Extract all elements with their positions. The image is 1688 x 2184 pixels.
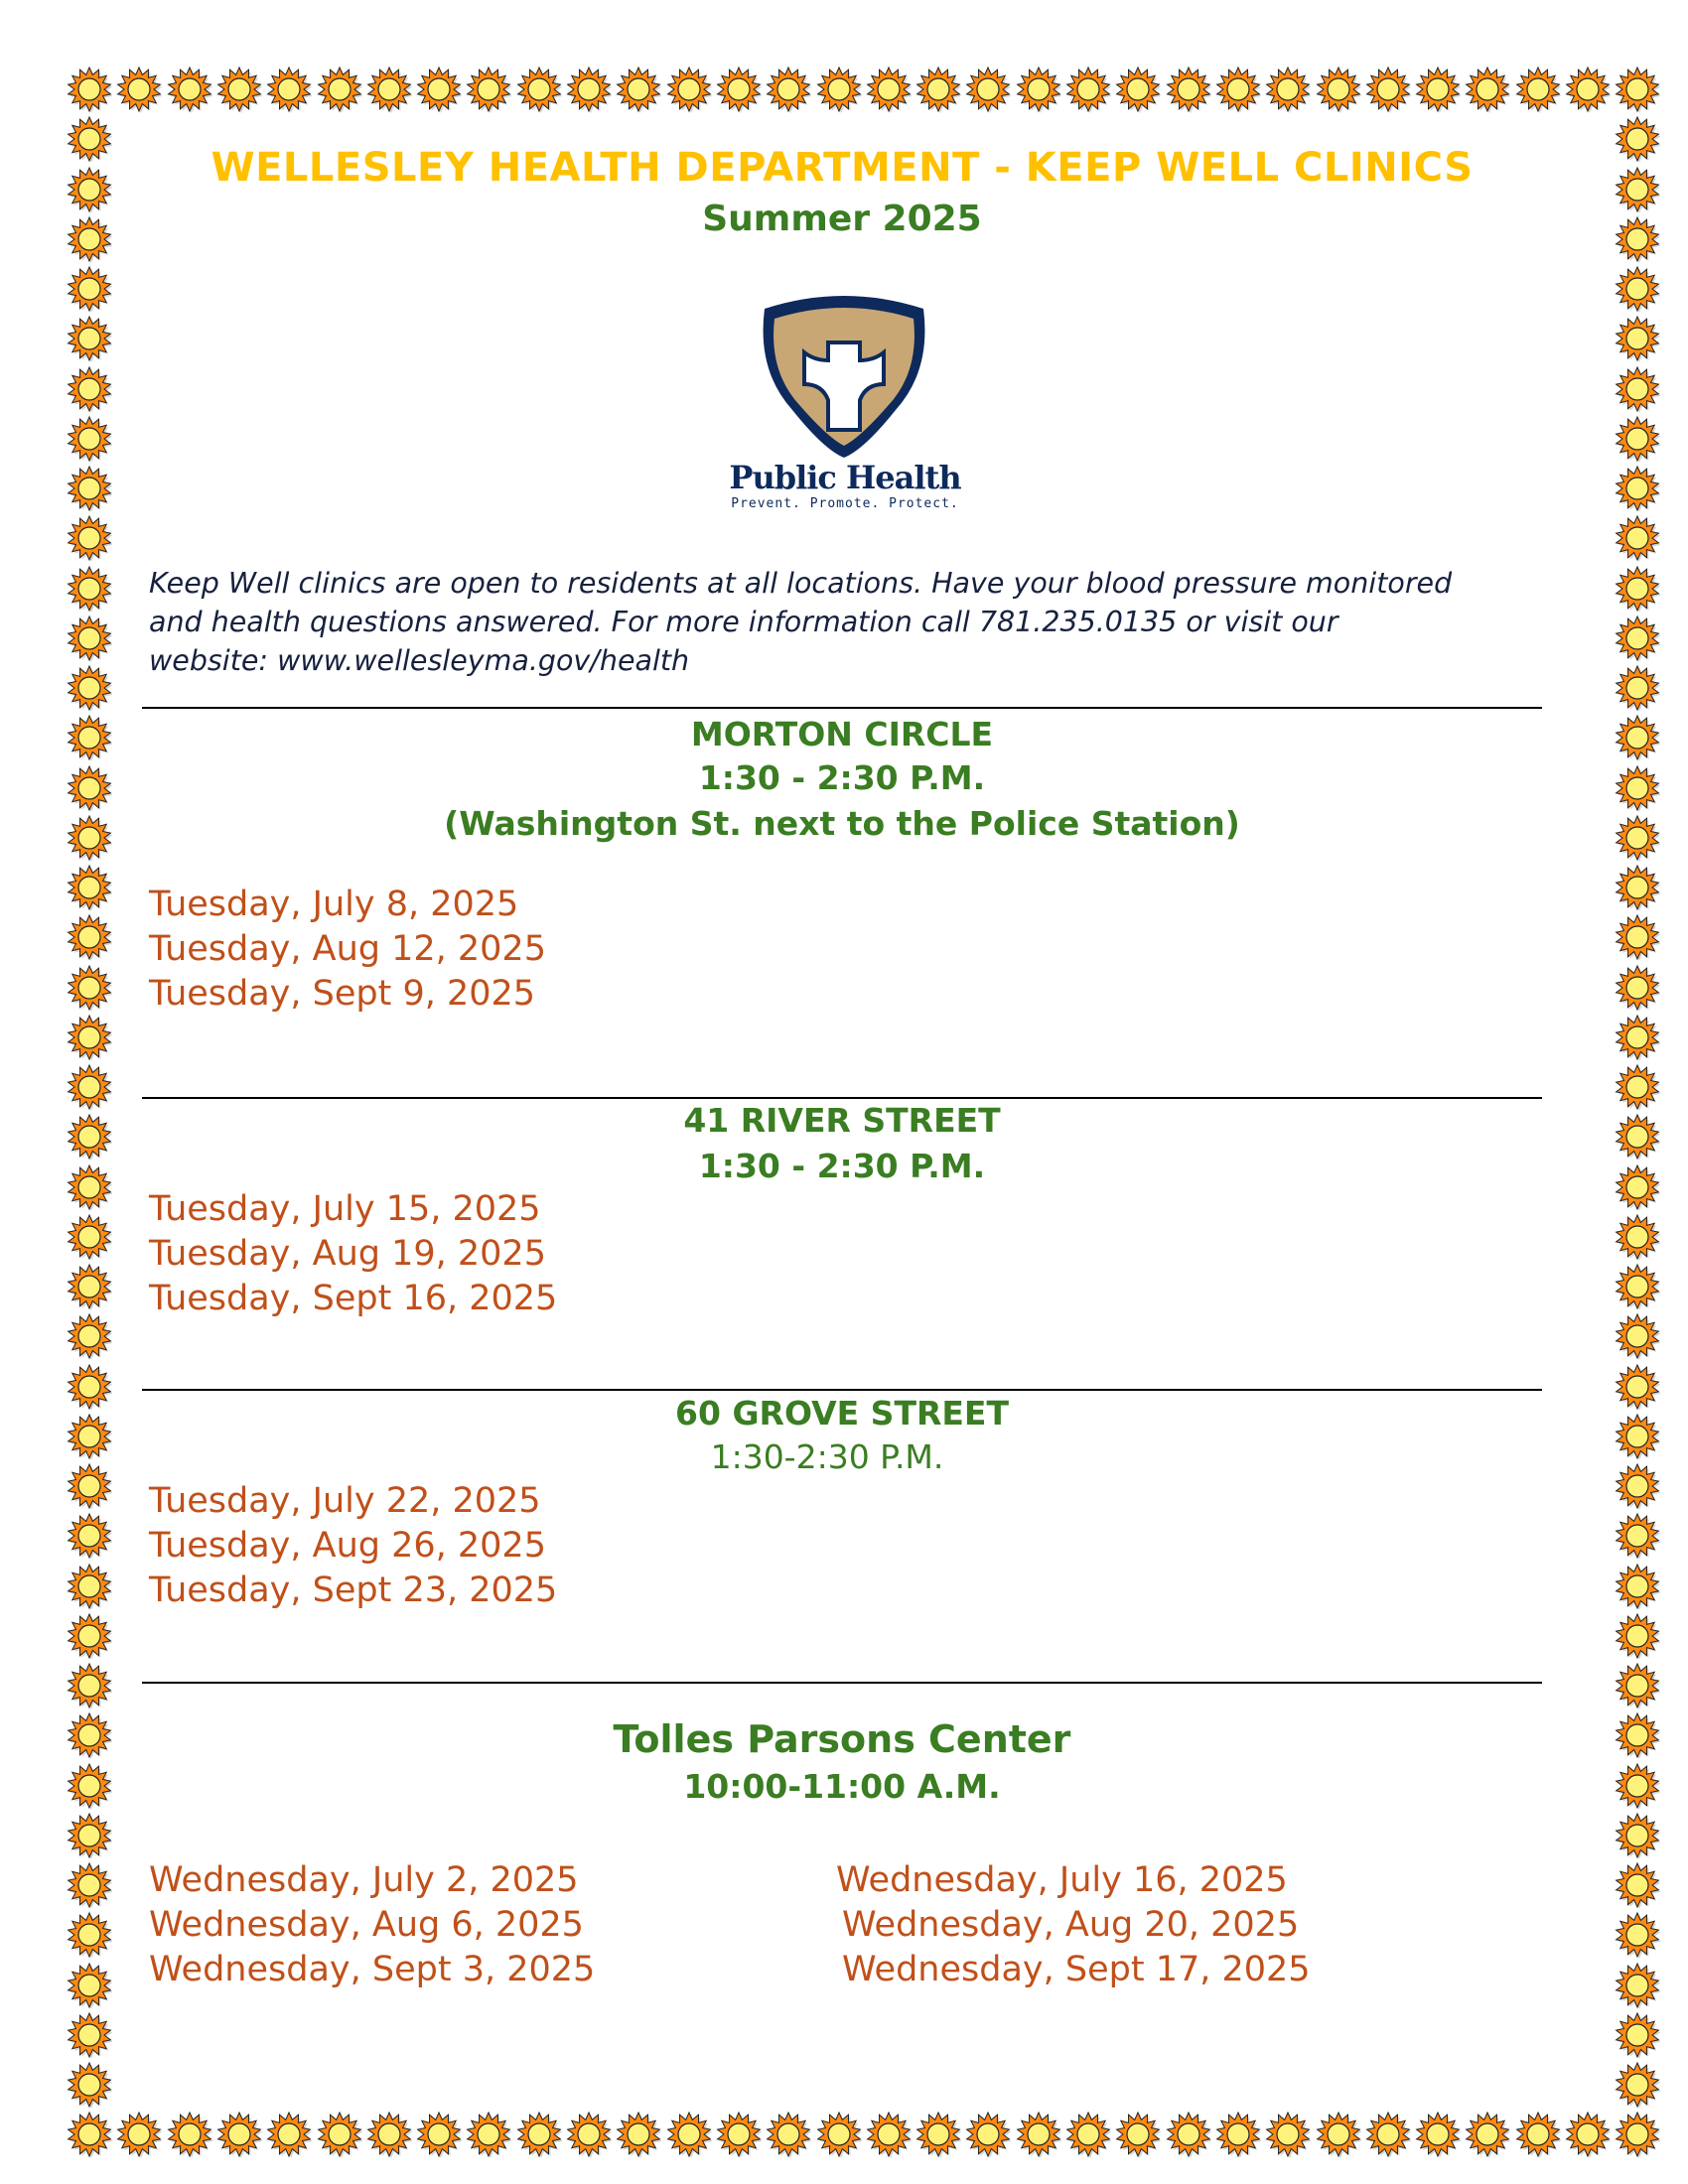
intro-paragraph — [149, 564, 1559, 680]
sun-icon — [215, 66, 263, 113]
location-name: MORTON CIRCLE — [690, 715, 994, 753]
sun-icon — [1614, 465, 1661, 512]
sun-icon — [415, 66, 463, 113]
sun-icon — [515, 2111, 563, 2158]
sun-icon — [1614, 115, 1661, 163]
sun-icon — [66, 1812, 113, 1859]
sun-icon — [66, 2011, 113, 2059]
sun-icon — [66, 1462, 113, 1510]
sun-icon — [66, 1163, 113, 1211]
sun-icon — [665, 66, 713, 113]
sun-icon — [66, 1063, 113, 1111]
sun-icon — [66, 2111, 113, 2158]
logo-name: Public Health — [729, 459, 961, 496]
sun-icon — [66, 1512, 113, 1560]
sun-icon — [1614, 2061, 1661, 2109]
location-time: 1:30-2:30 P.M. — [710, 1437, 944, 1476]
sun-icon — [66, 1014, 113, 1061]
location-name: 60 GROVE STREET — [675, 1394, 1009, 1433]
sun-icon — [765, 66, 812, 113]
sun-icon — [1614, 714, 1661, 761]
sun-icon — [66, 1363, 113, 1411]
sun-icon — [66, 565, 113, 613]
section-divider — [142, 707, 1542, 709]
page-subtitle: Summer 2025 — [702, 199, 982, 239]
sun-icon — [565, 2111, 613, 2158]
sun-icon — [66, 864, 113, 911]
sun-icon — [66, 1662, 113, 1709]
location-time: 10:00-11:00 A.M. — [683, 1767, 1001, 1806]
sun-icon — [1614, 1413, 1661, 1460]
sun-icon — [1315, 2111, 1362, 2158]
sun-icon — [66, 1413, 113, 1460]
sun-icon — [1614, 365, 1661, 413]
sun-icon — [1165, 2111, 1212, 2158]
sun-icon — [1614, 1263, 1661, 1310]
sun-icon — [1614, 1812, 1661, 1859]
sun-icon — [66, 814, 113, 862]
sun-icon — [66, 465, 113, 512]
sun-icon — [1614, 265, 1661, 313]
date-item: Tuesday, Aug 19, 2025 — [149, 1234, 546, 1274]
sun-icon — [166, 2111, 213, 2158]
sun-icon — [66, 514, 113, 562]
sun-icon — [1614, 1312, 1661, 1360]
sun-icon — [1614, 614, 1661, 662]
date-item: Tuesday, Sept 23, 2025 — [149, 1570, 558, 1610]
date-item: Wednesday, Sept 3, 2025 — [149, 1950, 596, 1989]
sun-icon — [515, 66, 563, 113]
sun-icon — [565, 66, 613, 113]
sun-icon — [66, 415, 113, 463]
sun-icon — [1564, 2111, 1612, 2158]
date-list — [149, 1479, 557, 1613]
sun-icon — [1614, 66, 1661, 113]
sun-icon — [1364, 2111, 1412, 2158]
sun-icon — [1364, 66, 1412, 113]
sun-icon — [66, 265, 113, 313]
date-item: Tuesday, July 22, 2025 — [149, 1481, 541, 1521]
page-title: WELLESLEY HEALTH DEPARTMENT - KEEP WELL CLINICS — [211, 145, 1474, 191]
location-time: 1:30 - 2:30 P.M. — [698, 1147, 986, 1185]
section-divider — [142, 1389, 1542, 1391]
date-list — [149, 883, 546, 1017]
sun-icon — [66, 166, 113, 213]
location-name: 41 RIVER STREET — [683, 1101, 1001, 1140]
sun-icon — [1264, 2111, 1312, 2158]
location-note: (Washington St. next to the Police Station) — [444, 804, 1240, 843]
sun-icon — [615, 66, 662, 113]
sun-icon — [1614, 166, 1661, 213]
sun-icon — [415, 2111, 463, 2158]
sun-icon — [66, 664, 113, 712]
sun-icon — [964, 2111, 1012, 2158]
sun-icon — [66, 115, 113, 163]
sun-icon — [66, 764, 113, 812]
location-name: Tolles Parsons Center — [613, 1717, 1071, 1761]
sun-icon — [265, 2111, 313, 2158]
sun-icon — [66, 1113, 113, 1160]
date-item: Wednesday, July 2, 2025 — [149, 1860, 579, 1900]
sun-icon — [1614, 1363, 1661, 1411]
sun-icon — [1614, 1563, 1661, 1610]
sun-icon — [1214, 66, 1262, 113]
sun-icon — [1165, 66, 1212, 113]
sun-icon — [1114, 66, 1162, 113]
date-item: Tuesday, Sept 9, 2025 — [149, 974, 536, 1014]
sun-icon — [1614, 1014, 1661, 1061]
section-divider — [142, 1097, 1542, 1099]
sun-icon — [316, 66, 363, 113]
sun-icon — [66, 614, 113, 662]
sun-icon — [66, 1962, 113, 2009]
sun-icon — [66, 1911, 113, 1959]
sun-icon — [365, 2111, 413, 2158]
sun-icon — [1614, 913, 1661, 961]
sun-icon — [66, 2061, 113, 2109]
date-item: Tuesday, Aug 26, 2025 — [149, 1526, 546, 1566]
sun-icon — [1064, 2111, 1112, 2158]
sun-icon — [1614, 215, 1661, 263]
sun-icon — [914, 66, 962, 113]
sun-icon — [265, 66, 313, 113]
sun-icon — [66, 1312, 113, 1360]
sun-icon — [66, 714, 113, 761]
sun-icon — [66, 365, 113, 413]
sun-icon — [1614, 1861, 1661, 1909]
sun-icon — [1464, 2111, 1511, 2158]
sun-icon — [715, 2111, 763, 2158]
intro-line: website: www.wellesleyma.gov/health — [149, 644, 690, 677]
sun-icon — [665, 2111, 713, 2158]
sun-icon — [1614, 1711, 1661, 1759]
sun-icon — [1464, 66, 1511, 113]
sun-icon — [1015, 2111, 1062, 2158]
sun-icon — [1614, 2011, 1661, 2059]
sun-icon — [465, 2111, 512, 2158]
date-item: Tuesday, Aug 12, 2025 — [149, 929, 546, 969]
sun-icon — [1614, 664, 1661, 712]
date-list-left — [149, 1858, 595, 1992]
sun-icon — [1514, 2111, 1562, 2158]
sun-icon — [1614, 1762, 1661, 1810]
sun-icon — [1614, 415, 1661, 463]
sun-icon — [1614, 764, 1661, 812]
sun-icon — [66, 1861, 113, 1909]
sun-icon — [964, 66, 1012, 113]
intro-line: Keep Well clinics are open to residents at all locations. Have your blood pressure monitored — [149, 567, 1453, 600]
location-time: 1:30 - 2:30 P.M. — [698, 758, 986, 797]
sun-icon — [1264, 66, 1312, 113]
sun-icon — [1614, 1163, 1661, 1211]
sun-icon — [115, 66, 163, 113]
sun-icon — [1414, 2111, 1462, 2158]
sun-icon — [1214, 2111, 1262, 2158]
sun-icon — [815, 2111, 863, 2158]
sun-icon — [1015, 66, 1062, 113]
sun-icon — [765, 2111, 812, 2158]
date-item: Wednesday, Aug 20, 2025 — [842, 1905, 1300, 1945]
sun-icon — [715, 66, 763, 113]
sun-icon — [66, 913, 113, 961]
intro-line: and health questions answered. For more information call 781.235.0135 or visit our — [149, 606, 1338, 638]
sun-icon — [1614, 2111, 1661, 2158]
sun-icon — [1614, 1512, 1661, 1560]
sun-icon — [1614, 1462, 1661, 1510]
sun-icon — [1514, 66, 1562, 113]
sun-icon — [66, 964, 113, 1012]
sun-icon — [615, 2111, 662, 2158]
sun-icon — [66, 66, 113, 113]
sun-icon — [1614, 1962, 1661, 2009]
sun-icon — [1614, 565, 1661, 613]
sun-icon — [1414, 66, 1462, 113]
date-item: Tuesday, July 15, 2025 — [149, 1189, 541, 1229]
sun-icon — [1614, 814, 1661, 862]
sun-icon — [66, 1213, 113, 1261]
sun-icon — [215, 2111, 263, 2158]
date-list — [149, 1187, 557, 1321]
sun-icon — [1614, 1612, 1661, 1660]
sun-icon — [66, 1563, 113, 1610]
sun-icon — [1064, 66, 1112, 113]
section-divider — [142, 1682, 1542, 1684]
sun-icon — [914, 2111, 962, 2158]
sun-icon — [1614, 864, 1661, 911]
date-item: Wednesday, Aug 6, 2025 — [149, 1905, 584, 1945]
sun-icon — [465, 66, 512, 113]
sun-icon — [1614, 1063, 1661, 1111]
date-item: Wednesday, July 16, 2025 — [836, 1860, 1288, 1900]
date-item: Tuesday, July 8, 2025 — [149, 885, 519, 924]
sun-icon — [66, 1612, 113, 1660]
sun-icon — [316, 2111, 363, 2158]
date-item: Tuesday, Sept 16, 2025 — [149, 1279, 558, 1318]
sun-icon — [1614, 1662, 1661, 1709]
sun-icon — [365, 66, 413, 113]
sun-icon — [1614, 1213, 1661, 1261]
sun-icon — [1114, 2111, 1162, 2158]
sun-icon — [865, 2111, 913, 2158]
sun-icon — [1614, 964, 1661, 1012]
sun-icon — [1614, 315, 1661, 362]
sun-icon — [1614, 1911, 1661, 1959]
sun-icon — [1614, 514, 1661, 562]
sun-icon — [66, 1263, 113, 1310]
sun-icon — [815, 66, 863, 113]
sun-icon — [166, 66, 213, 113]
sun-icon — [115, 2111, 163, 2158]
logo-tagline: Prevent. Promote. Protect. — [731, 496, 959, 511]
sun-icon — [66, 1711, 113, 1759]
sun-icon — [865, 66, 913, 113]
date-list-right — [836, 1858, 1311, 1992]
sun-icon — [66, 315, 113, 362]
sun-icon — [1315, 66, 1362, 113]
sun-icon — [1614, 1113, 1661, 1160]
sun-icon — [66, 215, 113, 263]
sun-icon — [1564, 66, 1612, 113]
date-item: Wednesday, Sept 17, 2025 — [842, 1950, 1311, 1989]
sun-icon — [66, 1762, 113, 1810]
